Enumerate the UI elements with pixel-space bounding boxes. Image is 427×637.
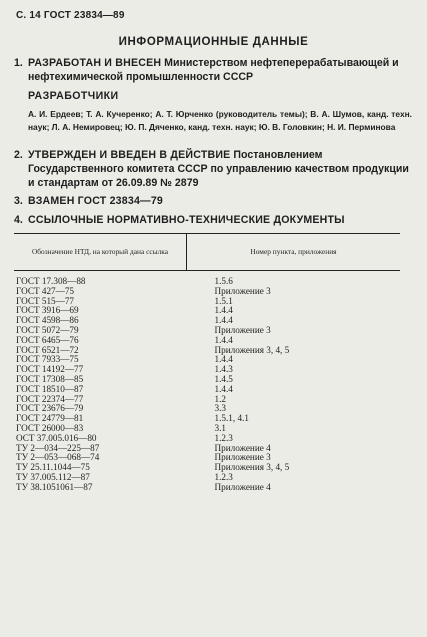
document-designation: ГОСТ 24779—81 xyxy=(16,413,84,424)
clause-number: 1.4.4 xyxy=(214,305,233,316)
document-designation: ГОСТ 17308—85 xyxy=(16,373,84,384)
document-designation: ГОСТ 6521—72 xyxy=(16,344,79,355)
clause-number: 1.5.1 xyxy=(214,295,233,306)
section-4-heading: ССЫЛОЧНЫЕ НОРМАТИВНО-ТЕХНИЧЕСКИЕ ДОКУМЕНТЫ xyxy=(28,214,345,226)
clause-number: Приложения 3, 4, 5 xyxy=(214,462,290,473)
table-body xyxy=(14,271,400,493)
document-designation: ТУ 2—034—225—87 xyxy=(16,442,100,453)
reference-table xyxy=(14,233,400,493)
section-1-heading: РАЗРАБОТАН И ВНЕСЕН xyxy=(28,57,162,69)
document-designation: ТУ 25.11.1044—75 xyxy=(16,462,90,473)
section-3 xyxy=(14,194,414,208)
table-row xyxy=(14,271,400,287)
clause-number: 1.4.5 xyxy=(214,373,233,384)
document-designation: ГОСТ 6465—76 xyxy=(16,334,79,345)
clause-number: Приложение 4 xyxy=(214,442,271,453)
document-designation: ОСТ 37.005.016—80 xyxy=(16,432,97,443)
section-4-number: 4. xyxy=(14,214,23,226)
clause-number: Приложение 3 xyxy=(214,324,271,335)
clause-number: 1.5.1, 4.1 xyxy=(214,413,249,424)
clause-number: 1.4.3 xyxy=(214,364,233,375)
document-designation: ГОСТ 22374—77 xyxy=(16,393,84,404)
document-designation: ГОСТ 4598—86 xyxy=(16,315,79,326)
clause-number: 1.5.6 xyxy=(214,276,233,286)
section-2-number: 2. xyxy=(14,149,23,161)
document-designation: ТУ 37.005.112—87 xyxy=(16,471,90,482)
clause-number: Приложение 3 xyxy=(214,285,271,296)
developers-list: А. И. Ердеев; Т. А. Кучеренко; А. Т. Юрченко (руководитель темы); В. А. Шумов, канд. техн. наук; Л. А. Немировец; Ю. П. Дяченко, канд. техн. наук; Ю. В. Головкин; Н. И. Перминова xyxy=(28,109,412,132)
clause-number: Приложение 4 xyxy=(214,481,271,492)
clause-number: Приложение 3 xyxy=(214,452,271,463)
column-header-document: Обозначение НТД, на который дана ссылка xyxy=(14,234,187,271)
clause-number: 1.4.4 xyxy=(214,354,233,365)
section-1-number: 1. xyxy=(14,57,23,69)
document-designation: ГОСТ 18510—87 xyxy=(16,383,84,394)
clause-number: 1.2.3 xyxy=(214,471,233,482)
clause-number: 3.1 xyxy=(214,422,226,433)
document-designation: ГОСТ 3916—69 xyxy=(16,305,79,316)
document-designation: ГОСТ 26000—83 xyxy=(16,422,84,433)
document-designation: ТУ 2—053—068—74 xyxy=(16,452,100,463)
document-designation: ГОСТ 23676—79 xyxy=(16,403,84,414)
clause-number: Приложения 3, 4, 5 xyxy=(214,344,290,355)
table-header-row xyxy=(14,234,400,271)
clause-number: 1.4.4 xyxy=(214,315,233,326)
developers-heading: РАЗРАБОТЧИКИ xyxy=(28,90,119,102)
document-designation: ТУ 38.1051061—87 xyxy=(16,481,93,492)
section-3-number: 3. xyxy=(14,195,23,207)
document-designation: ГОСТ 5072—79 xyxy=(16,324,79,335)
clause-number: 1.2 xyxy=(214,393,226,404)
clause-number: 3.3 xyxy=(214,403,226,414)
section-1 xyxy=(14,56,414,84)
document-designation: ГОСТ 427—75 xyxy=(16,285,75,296)
table-row xyxy=(14,483,400,493)
page-title: ИНФОРМАЦИОННЫЕ ДАННЫЕ xyxy=(118,36,309,48)
section-2 xyxy=(14,148,414,190)
clause-number: 1.4.4 xyxy=(214,383,233,394)
document-designation: ГОСТ 7933—75 xyxy=(16,354,79,365)
clause-number: 1.2.3 xyxy=(214,432,233,443)
column-header-clause: Номер пункта, приложения xyxy=(187,234,401,271)
section-4 xyxy=(14,213,414,227)
section-2-heading: УТВЕРЖДЕН И ВВЕДЕН В ДЕЙСТВИЕ xyxy=(28,149,231,161)
section-3-heading: ВЗАМЕН ГОСТ 23834—79 xyxy=(28,195,164,207)
document-designation: ГОСТ 515—77 xyxy=(16,295,75,306)
document-designation: ГОСТ 14192—77 xyxy=(16,364,84,375)
section-1-text: Министерством нефтеперерабатывающей и нефтехимической промышленности СССР xyxy=(28,57,399,83)
clause-number: 1.4.4 xyxy=(214,334,233,345)
section-2-text: Постановлением Государственного комитета СССР по управлению качеством продукции и стандартам от 26.09.89 № 2879 xyxy=(28,149,409,189)
page-header: С. 14 ГОСТ 23834—89 xyxy=(16,10,125,21)
document-designation: ГОСТ 17.308—88 xyxy=(16,276,86,286)
